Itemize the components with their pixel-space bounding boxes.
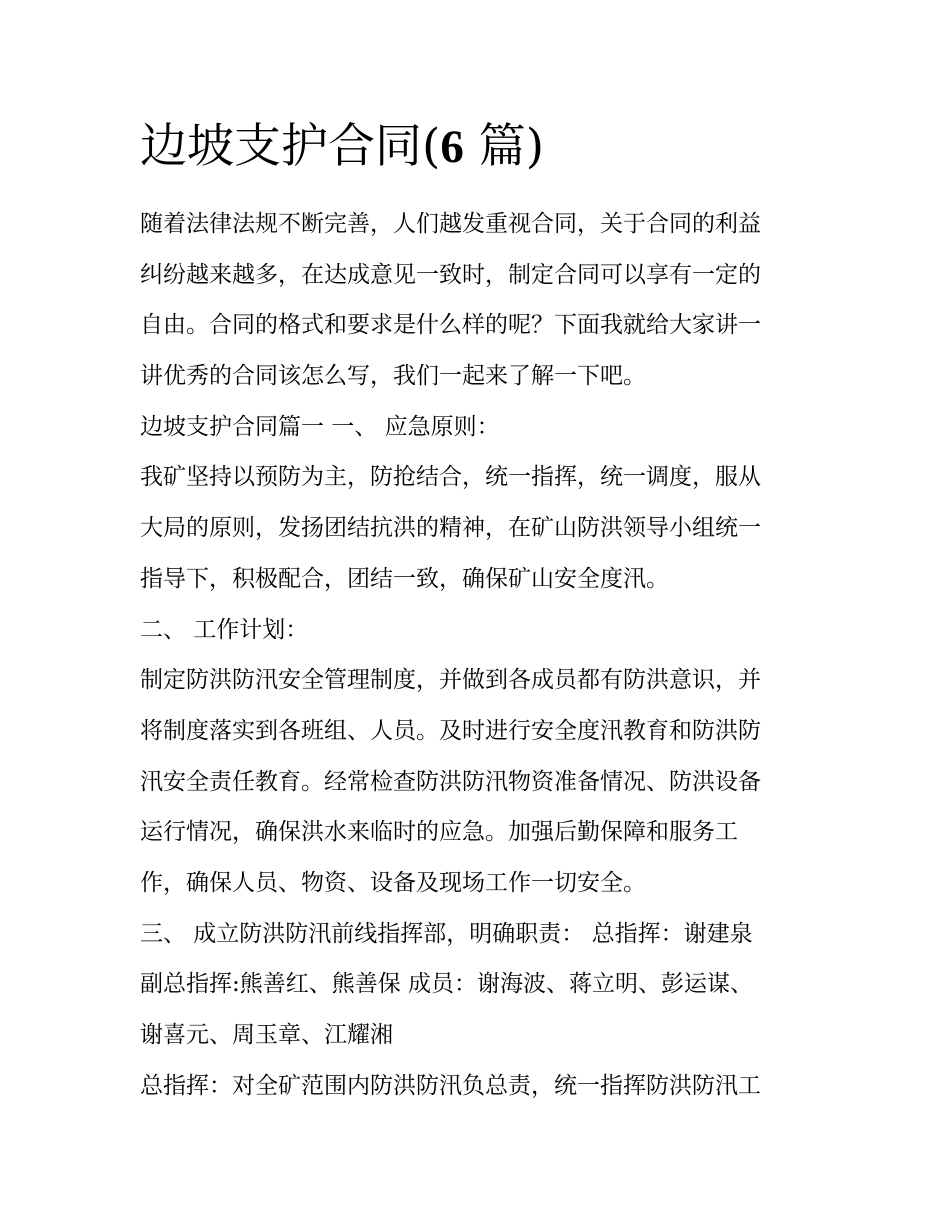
text-line: 我矿坚持以预防为主，防抢结合，统一指挥，统一调度，服从 (140, 464, 761, 491)
text-line: 谢喜元、周玉章、江耀湘 (140, 1022, 393, 1048)
text-line: 副总指挥:熊善红、熊善保 成员：谢海波、蒋立明、彭运谋、 (140, 971, 754, 998)
text-line: 大局的原则，发扬团结抗洪的精神，在矿山防洪领导小组统一 (140, 515, 761, 542)
section-heading: 二、 工作计划： (140, 616, 309, 643)
text-line: 讲优秀的合同该怎么写，我们一起来了解一下吧。 (140, 363, 646, 390)
text-line: 运行情况，确保洪水来临时的应急。加强后勤保障和服务工 (140, 819, 738, 846)
text-line: 总指挥：对全矿范围内防洪防汛负总责，统一指挥防洪防汛工 (140, 1072, 761, 1099)
title-suffix: 篇) (463, 119, 545, 174)
text-line: 汛安全责任教育。经常检查防洪防汛物资准备情况、防洪设备 (140, 768, 761, 795)
text-line: 制定防洪防汛安全管理制度，并做到各成员都有防洪意识，并 (140, 667, 761, 694)
title-prefix: 边坡支护合同( (140, 119, 441, 174)
text-line: 作，确保人员、物资、设备及现场工作一切安全。 (140, 869, 646, 896)
title-number: 6 (440, 121, 464, 173)
document-body (140, 199, 820, 1111)
text-line: 将制度落实到各班组、人员。及时进行安全度汛教育和防洪防 (140, 717, 761, 744)
text-line: 纠纷越来越多，在达成意见一致时，制定合同可以享有一定的 (140, 261, 761, 288)
text-line: 随着法律法规不断完善，人们越发重视合同，关于合同的利益 (140, 211, 761, 237)
section-heading: 边坡支护合同篇一 一、 应急原则： (140, 413, 500, 440)
text-line: 自由。合同的格式和要求是什么样的呢？下面我就给大家讲一 (140, 312, 761, 339)
section-heading: 三、 成立防洪防汛前线指挥部，明确职责： 总指挥：谢建泉 (140, 920, 753, 947)
document-title (140, 114, 544, 180)
text-line: 指导下，积极配合，团结一致，确保矿山安全度汛。 (140, 565, 669, 592)
